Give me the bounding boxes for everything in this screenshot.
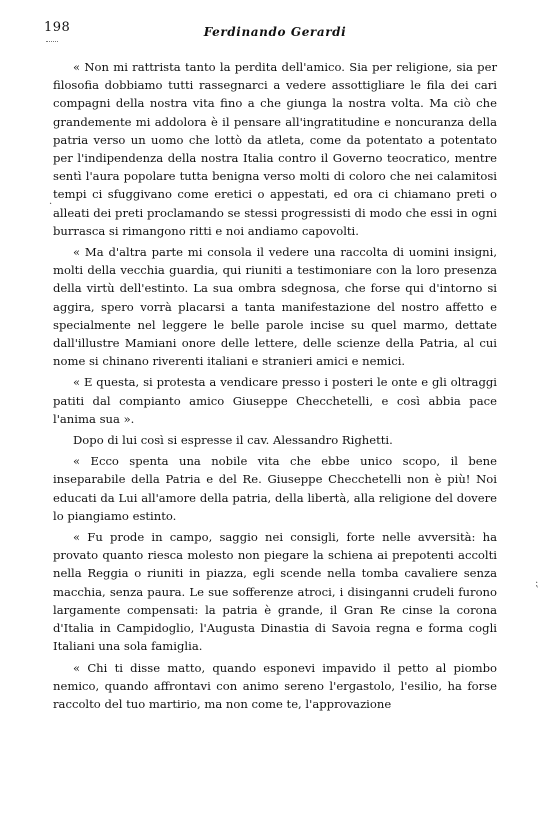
paragraph-7: « Chi ti disse matto, quando esponevi impavido il petto al piombo nemico, quando affrontavi con animo sereno l'ergastolo, l'esilio, ha forse raccolto del tuo martirio, ma non come te, l'approvazione — [53, 660, 497, 711]
body-text — [53, 58, 497, 713]
paragraph-1: « Non mi rattrista tanto la perdita dell'amico. Sia per religione, sia per filosofia dobbiamo tutti rassegnarci a vedere assottigliare le fila dei cari compagni della nostra vita fino a che giunga la nostra volta. Ma ciò che grandemente mi addolora è il pensare all'ingratitudine e noncuranza della patria verso un uomo che lottò da atleta, come da potentato a potentato per l'indipendenza della nostra Italia contro il Governo teocratico, mentre sentì l'aura popolare tutta benigna verso molti di coloro che nei calamitosi tempi ci sfuggivano come eretici o appestati, ed ora ci chiamano preti o alleati dei preti proclamando se stessi progressisti di modo che essi in ogni burrasca si rimangono ritti e noi andiamo capovolti. — [53, 60, 497, 238]
running-head: Ferdinando Gerardi — [203, 25, 347, 39]
margin-speck: · — [49, 199, 53, 210]
paragraph-4: Dopo di lui così si espresse il cav. Alessandro Righetti. — [73, 433, 393, 448]
paragraph-3: « E questa, si protesta a vendicare presso i posteri le onte e gli oltraggi patiti dal compianto amico Giuseppe Checchetelli, e così abbia pace l'anima sua ». — [53, 375, 497, 426]
header-rule — [46, 41, 58, 44]
paragraph-6: « Fu prode in campo, saggio nei consigli, forte nelle avversità: ha provato quanto riesca molesto non piegare la schiena ai prepotenti accolti nella Reggia o riuniti in piazza, egli scende nella tomba cavaliere senza macchia, senza paura. Le sue sofferenze atroci, i disinganni crudeli furono largamente compensati: la patria è grande, il Gran Re cinse la corona d'Italia in Campidoglio, l'Augusta Dinastia di Savoia regna e forma cogli Italiani una sola famiglia. — [53, 530, 497, 654]
paragraph-5: « Ecco spenta una nobile vita che ebbe unico scopo, il bene inseparabile della Patria e del Re. Giuseppe Checchetelli non è più! Noi educati da Lui all'amore della patria, della libertà, alla religione del dovere lo piangiamo estinto. — [53, 454, 497, 523]
margin-speck: ⁏ — [535, 578, 539, 589]
paragraph-2: « Ma d'altra parte mi consola il vedere una raccolta di uomini insigni, molti della vecchia guardia, qui riuniti a testimoniare con la loro presenza della virtù dell'estinto. La sua ombra sdegnosa, che forse qui d'intorno si aggira, spero vorrà placarsi a tanta manifestazione del nostro affetto e specialmente nel leggere le belle parole incise su quel marmo, dettate dall'illustre Mamiani onore delle lettere, delle scienze della Patria, al cui nome si chinano riverenti italiani e stranieri amici e nemici. — [53, 245, 497, 369]
page-number: 198 — [44, 20, 71, 35]
